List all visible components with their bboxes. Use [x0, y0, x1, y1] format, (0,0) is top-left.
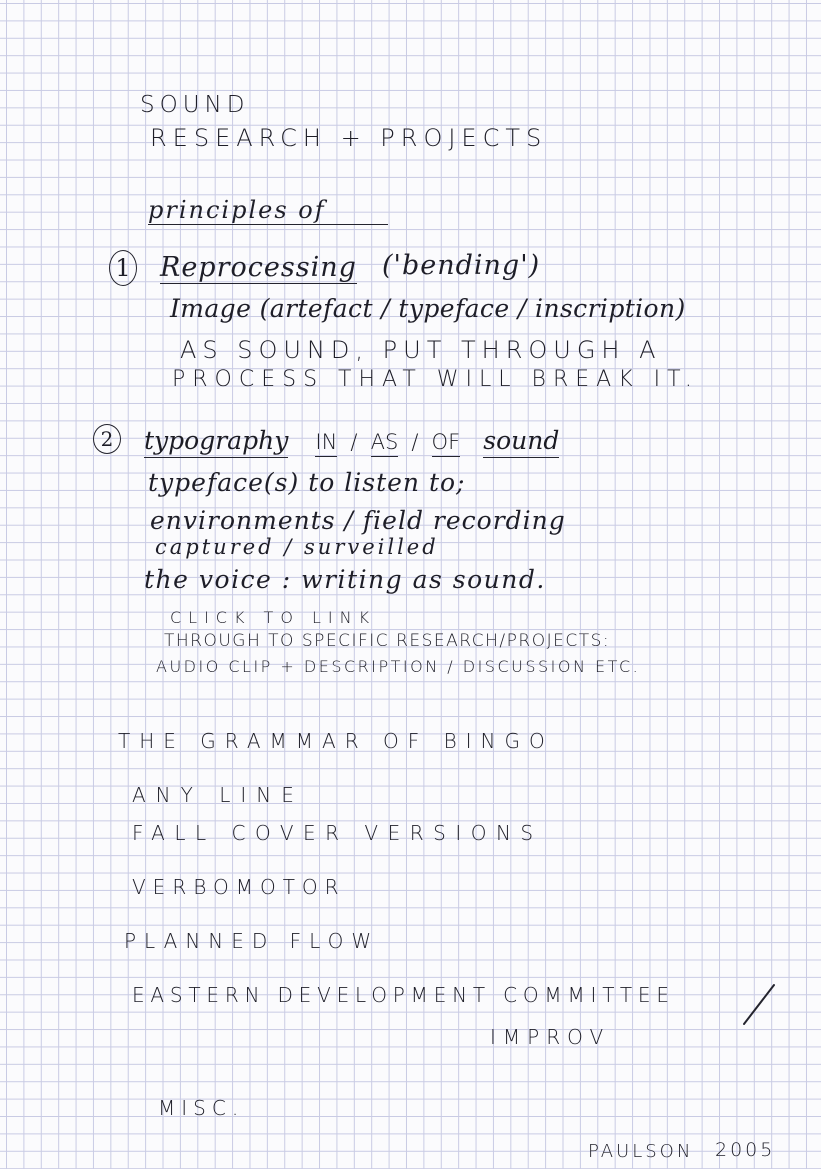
principles-heading: principles of: [148, 198, 388, 225]
section-2-title-as: AS: [371, 430, 399, 457]
project-planned-flow: PLANNED FLOW: [124, 929, 380, 953]
section-2-title: [144, 426, 559, 455]
project-any-line: ANY LINE: [132, 783, 304, 807]
project-misc: MISC.: [158, 1096, 245, 1120]
heading-research-projects: RESEARCH + PROJECTS: [150, 124, 548, 152]
section-2-title-sound: sound: [483, 426, 559, 458]
project-eastern-development-committee: EASTERN DEVELOPMENT COMMITTEE: [132, 983, 675, 1007]
section-2-line-2: environments / field recording: [150, 506, 566, 535]
section-2-title-typography: typography: [144, 426, 288, 458]
section-2-line-4: the voice : writing as sound.: [144, 565, 546, 594]
section-2-line-1: typeface(s) to listen to;: [148, 468, 466, 497]
signature-year: 2005: [715, 1139, 776, 1161]
signature-name: PAULSON: [588, 1141, 694, 1162]
section-2-title-in: IN: [315, 430, 337, 457]
section-2-title-slash-2: /: [411, 430, 419, 454]
click-note-line-2: THROUGH TO SPECIFIC RESEARCH/PROJECTS:: [164, 631, 611, 651]
section-2-line-3: captured / surveilled: [155, 535, 439, 559]
slash-mark: [738, 982, 778, 1028]
heading-sound: SOUND: [140, 92, 250, 118]
section-2-title-slash-1: /: [350, 430, 358, 454]
project-improv: IMPROV: [490, 1025, 611, 1049]
section-1-line-1: Image (artefact / typeface / inscription): [170, 294, 686, 323]
click-note-line-1: CLICK TO LINK: [170, 608, 377, 627]
section-2-number: 2: [93, 424, 121, 454]
click-note-line-3: AUDIO CLIP + DESCRIPTION / DISCUSSION ETC.: [156, 657, 641, 676]
section-2-title-of: OF: [432, 430, 461, 457]
project-fall-cover-versions: FALL COVER VERSIONS: [132, 821, 543, 845]
section-1-number: 1: [109, 250, 137, 286]
section-1-line-3: PROCESS THAT WILL BREAK IT.: [172, 367, 699, 392]
section-1-subtitle: ('bending'): [382, 250, 541, 281]
section-1-title: Reprocessing: [160, 252, 357, 283]
section-1-line-2: AS SOUND, PUT THROUGH A: [180, 336, 662, 364]
project-grammar-of-bingo: THE GRAMMAR OF BINGO: [118, 729, 554, 753]
project-verbomotor: VERBOMOTOR: [132, 875, 346, 899]
